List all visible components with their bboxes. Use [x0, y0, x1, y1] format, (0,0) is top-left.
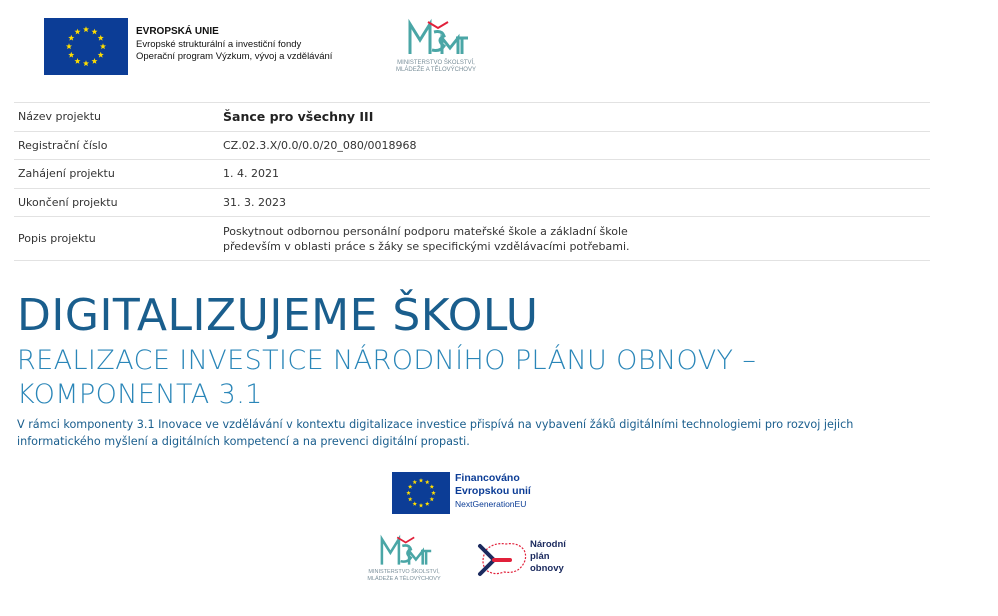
row-label: Registrační číslo — [14, 131, 219, 160]
eu-flag-icon — [44, 18, 128, 75]
eu-star-icon — [91, 58, 97, 64]
npo-logo — [472, 536, 582, 582]
section-title: DIGITALIZUJEME ŠKOLU — [17, 290, 539, 341]
row-value: 1. 4. 2021 — [219, 160, 930, 189]
eu-star-icon — [408, 497, 413, 501]
table-row — [14, 131, 930, 160]
row-value-line2: především v oblasti práce s žáky se specifickými vzdělávacími potřebami. — [223, 239, 630, 253]
npo-line2: plán — [530, 551, 550, 562]
eu-star-icon — [66, 43, 72, 49]
eu-star-icon — [419, 478, 424, 482]
msmt-logo-icon — [354, 534, 454, 584]
eu-star-icon — [91, 29, 97, 35]
eu-star-icon — [68, 35, 74, 41]
row-value: CZ.02.3.X/0.0/0.0/20_080/0018968 — [219, 131, 930, 160]
eu-star-icon — [74, 58, 80, 64]
row-label: Zahájení projektu — [14, 160, 219, 189]
eu-logo-text — [136, 26, 332, 64]
eu-nextgen-logo — [392, 472, 542, 514]
npo-line3: obnovy — [530, 563, 564, 574]
npo-line1: Národní — [530, 539, 566, 550]
eu-star-icon — [83, 26, 89, 32]
row-label: Název projektu — [14, 103, 219, 132]
eu-star-icon — [431, 491, 436, 495]
section-subtitle: REALIZACE INVESTICE NÁRODNÍHO PLÁNU OBNOVY – KOMPONENTA 3.1 — [17, 345, 757, 410]
eu-nextgen-line2: Evropskou unií — [455, 485, 531, 497]
msmt-caption-line2: MLÁDEŽE A TĚLOVÝCHOVY — [396, 67, 476, 73]
row-value: 31. 3. 2023 — [219, 188, 930, 217]
eu-star-icon — [412, 480, 417, 484]
eu-nextgen-text — [455, 472, 531, 498]
eu-star-icon — [430, 497, 435, 501]
row-value: Šance pro všechny III — [219, 103, 930, 132]
eu-logo-line1: EVROPSKÁ UNIE — [136, 26, 219, 37]
eu-logo-line3: Operační program Výzkum, vývoj a vzdělávání — [136, 51, 333, 62]
table-row — [14, 217, 930, 261]
msmt-caption-line1: MINISTERSTVO ŠKOLSTVÍ, — [368, 569, 440, 575]
eu-star-icon — [419, 503, 424, 507]
eu-star-icon — [425, 501, 430, 505]
eu-star-icon — [412, 501, 417, 505]
msmt-caption-line2: MLÁDEŽE A TĚLOVÝCHOVY — [367, 576, 441, 582]
eu-star-icon — [425, 480, 430, 484]
msmt-logo-icon — [380, 18, 492, 76]
section-description: V rámci komponenty 3.1 Inovace ve vzdělávání v kontextu digitalizace investice přispívá na vybavení žáků digitálními technologiemi pro rozvoj jejich informatického myšlení a digitálních kompetencí a na prevenci digitální propasti. — [17, 418, 854, 448]
table-row — [14, 103, 930, 132]
project-info-table — [14, 102, 930, 261]
row-value — [219, 217, 930, 261]
eu-logo-line2: Evropské strukturální a investiční fondy — [136, 38, 302, 50]
eu-star-icon — [406, 491, 411, 495]
eu-star-icon — [68, 52, 74, 58]
eu-star-icon — [98, 52, 104, 58]
msmt-caption-line1: MINISTERSTVO ŠKOLSTVÍ, — [397, 60, 475, 66]
row-value-line1: Poskytnout odbornou personální podporu mateřské škole a základní škole — [223, 224, 628, 238]
row-label: Popis projektu — [14, 217, 219, 261]
eu-star-icon — [430, 484, 435, 488]
eu-star-icon — [408, 484, 413, 488]
eu-star-icon — [100, 43, 106, 49]
npo-logo-text — [530, 539, 566, 575]
npo-logo-icon — [472, 536, 530, 582]
table-row — [14, 188, 930, 217]
eu-flag-icon — [392, 472, 450, 514]
eu-star-icon — [98, 35, 104, 41]
eu-nextgen-line1: Financováno — [455, 472, 520, 484]
row-label: Ukončení projektu — [14, 188, 219, 217]
eu-star-icon — [74, 29, 80, 35]
eu-star-icon — [83, 60, 89, 66]
eu-nextgen-line3: NextGenerationEU — [455, 499, 527, 509]
table-row — [14, 160, 930, 189]
